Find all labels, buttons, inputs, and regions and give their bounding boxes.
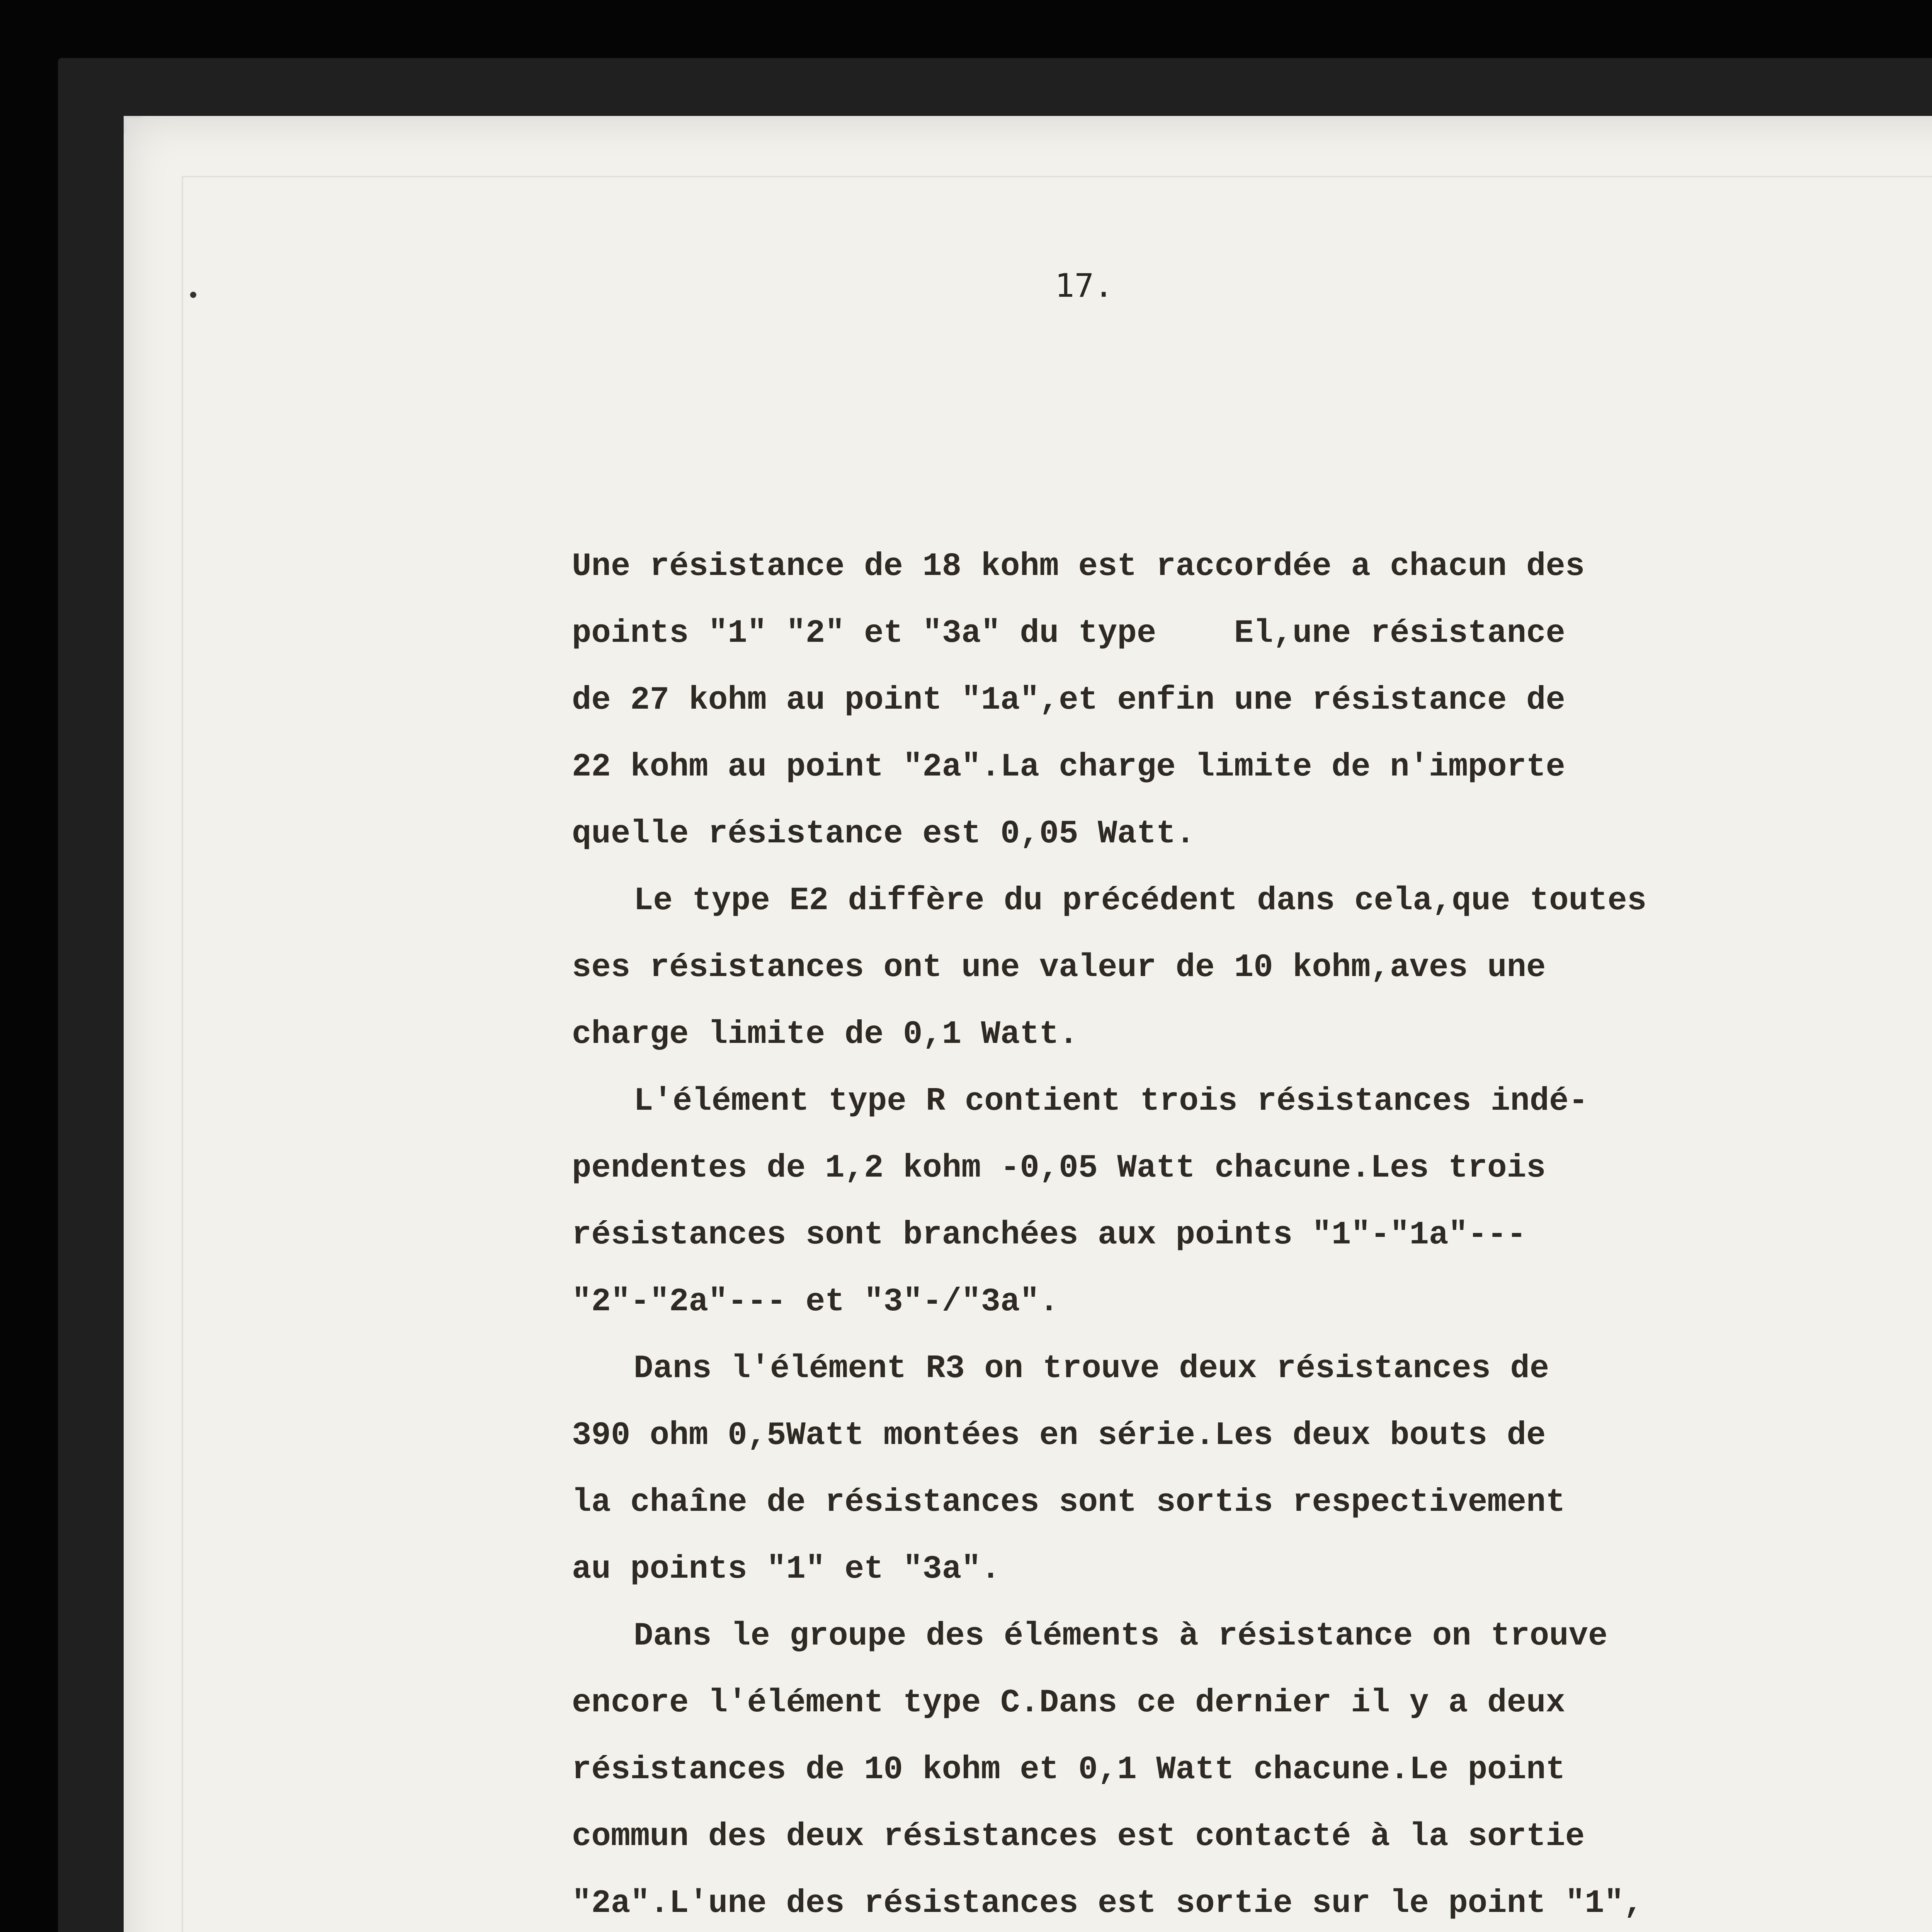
text-line: points "1" "2" et "3a" du type El,une résistance <box>572 615 1565 652</box>
text-line: Une résistance de 18 kohm est raccordée a chacun des <box>572 548 1585 585</box>
text-line: commun des deux résistances est contacté à la sortie <box>572 1818 1585 1855</box>
text-line: la chaîne de résistances sont sortis respectivement <box>572 1484 1565 1521</box>
text-line: pendentes de 1,2 kohm -0,05 Watt chacune.Les trois <box>572 1150 1546 1187</box>
paragraph <box>572 1068 1731 1335</box>
text-line: encore l'élément type C.Dans ce dernier il y a deux <box>572 1685 1565 1721</box>
text-line: quelle résistance est 0,05 Watt. <box>572 816 1196 852</box>
text-line: "2"-"2a"--- et "3"-/"3a". <box>572 1284 1059 1320</box>
text-line: charge limite de 0,1 Watt. <box>572 1016 1078 1053</box>
corner-tick <box>124 116 141 134</box>
text-line: Le type E2 diffère du précédent dans cela,que toutes <box>634 883 1647 919</box>
text-line: de 27 kohm au point "1a",et enfin une résistance de <box>572 682 1565 719</box>
page-number: 17. <box>1055 267 1114 304</box>
paragraph <box>572 1603 1731 1932</box>
typed-text-body <box>572 533 1731 1932</box>
text-line: 390 ohm 0,5Watt montées en série.Les deux bouts de <box>572 1417 1546 1454</box>
text-line: 22 kohm au point "2a".La charge limite de n'importe <box>572 749 1565 786</box>
text-line: Dans l'élément R3 on trouve deux résistances de <box>634 1350 1549 1387</box>
paragraph <box>572 1335 1731 1603</box>
text-line: au points "1" et "3a". <box>572 1551 1000 1588</box>
paragraph <box>572 533 1731 867</box>
text-line: ses résistances ont une valeur de 10 kohm,aves une <box>572 949 1546 986</box>
text-line: "2a".L'une des résistances est sortie sur le point "1", <box>572 1885 1643 1922</box>
paragraph <box>572 867 1731 1068</box>
text-line: résistances sont branchées aux points "1"-"1a"--- <box>572 1217 1527 1253</box>
text-line: Dans le groupe des éléments à résistance on trouve <box>634 1618 1608 1655</box>
speck-mark <box>190 292 196 298</box>
text-line: L'élément type R contient trois résistances indé- <box>634 1083 1588 1120</box>
text-line: résistances de 10 kohm et 0,1 Watt chacune.Le point <box>572 1752 1565 1788</box>
